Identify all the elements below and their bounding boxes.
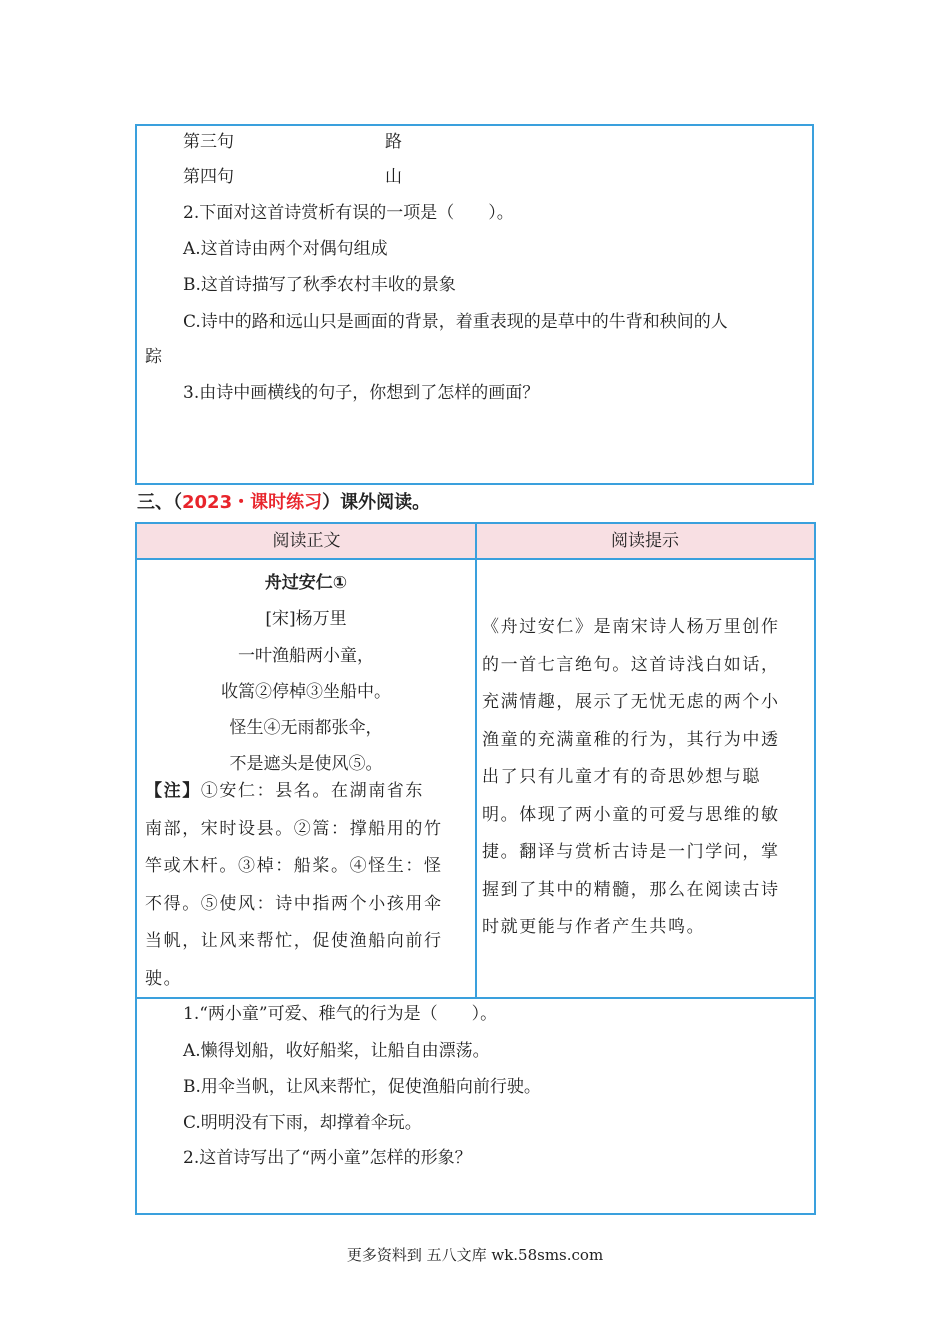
poem-line-3: 怪生④无雨都张伞， [229,718,383,738]
row4-label: 第四句 [183,167,234,187]
header-reading-text: 阅读正文 [137,524,476,560]
poem-line-1: 一叶渔船两小童， [238,646,374,666]
hint-line-8: 握到了其中的精髓，那么在阅读古诗 [482,879,780,900]
section-prefix: 三、（ [137,492,182,513]
question-3: 3.由诗中画横线的句子，你想到了怎样的画面？ [183,383,540,403]
reading-question-1: 1.“两小童”可爱、稚气的行为是（ ）。 [183,1004,498,1024]
note-line-4: 不得。⑤使风：诗中指两个小孩用伞 [145,893,443,914]
hint-line-2: 的一首七言绝句。这首诗浅白如话， [482,654,780,675]
poem-title: 舟过安仁① [264,573,348,593]
header-reading-hint: 阅读提示 [476,524,814,560]
hint-line-7: 捷。翻译与赏析古诗是一门学问，掌 [482,842,780,862]
reading-option-c: C.明明没有下雨，却撑着伞玩。 [183,1113,422,1133]
note-line-5: 当帆，让风来帮忙，促使渔船向前行 [145,931,443,951]
row3-label: 第三句 [183,132,234,152]
option-a: A.这首诗由两个对偶句组成 [183,239,388,259]
hint-line-3: 充满情趣，展示了无忧无虑的两个小 [482,692,780,712]
option-c-line2: 踪 [145,347,162,367]
footer-link[interactable]: 更多资料到 五八文库 wk.58sms.com [346,1246,604,1264]
poem-author: [宋]杨万里 [265,609,347,629]
reading-question-2: 2.这首诗写出了“两小童”怎样的形象？ [183,1148,472,1168]
section-source: 2023・课时练习 [182,492,323,513]
reading-hint-text [482,609,808,947]
hint-line-6: 明。体现了两小童的可爱与思维的敏 [482,804,780,825]
row4-value: 山 [385,167,402,187]
reading-option-b: B.用伞当帆，让风来帮忙，促使渔船向前行驶。 [183,1077,541,1097]
poem-notes [145,773,467,998]
hint-line-1: 《舟过安仁》是南宋诗人杨万里创作 [482,617,780,637]
reading-option-a: A.懒得划船，收好船桨，让船自由漂荡。 [183,1041,490,1061]
question-2: 2.下面对这首诗赏析有误的一项是（ ）。 [183,203,514,223]
reading-table [135,522,816,1215]
row3-value: 路 [385,132,402,152]
poem-line-2: 收篙②停棹③坐船中。 [221,682,391,702]
note-label: 【注】 [145,781,201,801]
note-line-3: 竿或木杆。③棹：船桨。④怪生：怪 [145,856,443,876]
note-line-1: ①安仁：县名。在湖南省东 [200,781,425,801]
hint-line-5: 出了只有儿童才有的奇思妙想与聪 [482,767,761,787]
note-line-6: 驶。 [145,968,183,989]
hint-line-9: 时就更能与作者产生共鸣。 [482,917,706,937]
poem-line-4: 不是遮头是使风⑤。 [229,754,383,774]
option-c-line1: C.诗中的路和远山只是画面的背景，着重表现的是草中的牛背和秧间的人 [183,312,728,332]
column-divider [475,524,477,998]
note-line-2: 南部，宋时设县。②篙：撑船用的竹 [145,818,443,839]
section-suffix: ）课外阅读。 [322,492,431,513]
option-b: B.这首诗描写了秋季农村丰收的景象 [183,275,456,295]
hint-line-4: 渔童的充满童稚的行为，其行为中透 [482,729,780,750]
question-box-part2 [135,124,814,485]
section-3-heading [137,488,430,514]
